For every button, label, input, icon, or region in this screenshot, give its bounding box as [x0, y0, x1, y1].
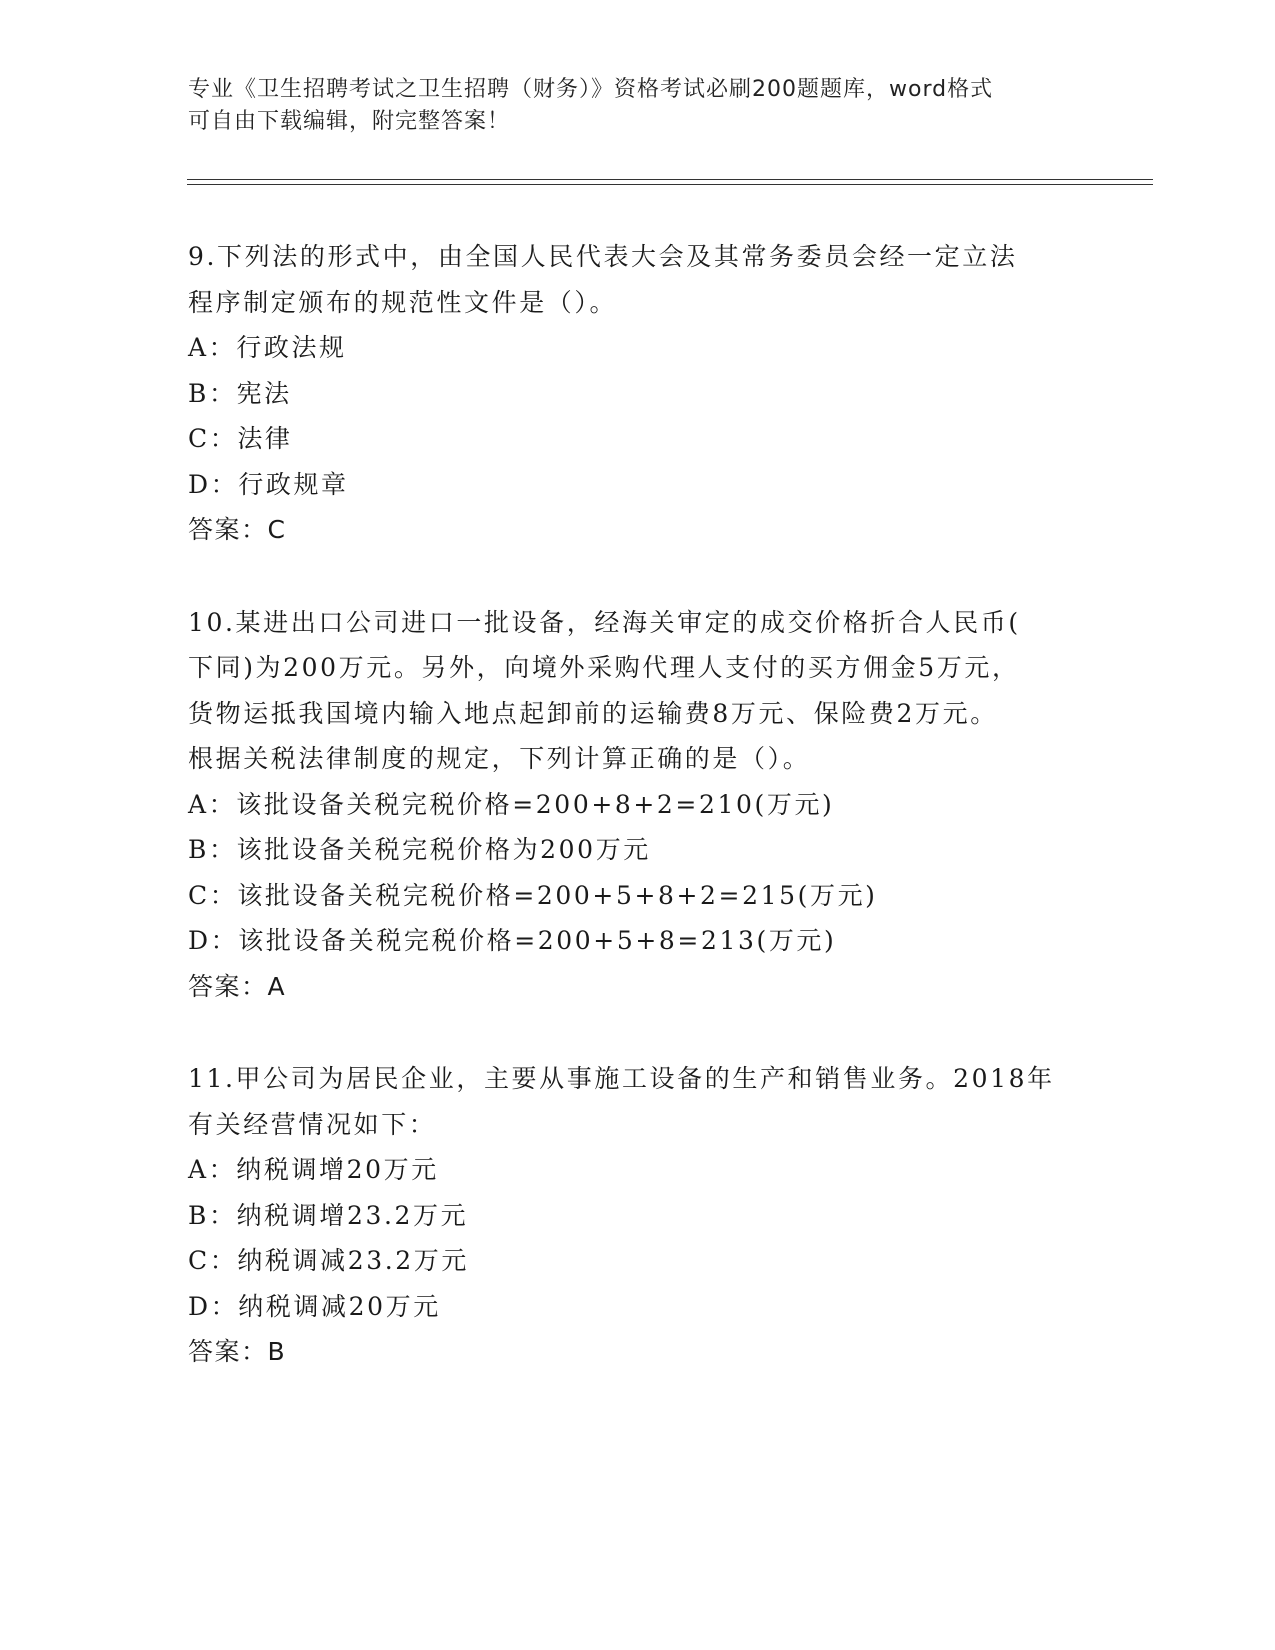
stem-line: 下同)为200万元。另外，向境外采购代理人支付的买方佣金5万元，	[188, 653, 1020, 682]
answer-key: 答案：B	[188, 1337, 287, 1366]
question-list	[188, 234, 1088, 1422]
question-stem	[188, 234, 1088, 325]
header-divider-top	[187, 179, 1153, 180]
option-a: A：纳税调增20万元	[188, 1155, 439, 1184]
option-b: B：宪法	[188, 378, 292, 408]
option-c: C：纳税调减23.2万元	[188, 1246, 469, 1275]
option-c: C：法律	[188, 424, 293, 453]
stem-line: 货物运抵我国境内输入地点起卸前的运输费8万元、保险费2万元。	[188, 698, 998, 728]
stem-line: 有关经营情况如下：	[188, 1109, 437, 1139]
option-list	[188, 782, 1088, 964]
option-list	[188, 325, 1088, 507]
answer-key: 答案：C	[188, 515, 287, 544]
question-9	[188, 234, 1088, 553]
question-stem	[188, 1056, 1088, 1147]
option-d: D：行政规章	[188, 469, 349, 499]
option-d: D：纳税调减20万元	[188, 1291, 441, 1321]
header-line-1: 专业《卫生招聘考试之卫生招聘（财务）》资格考试必刷200题题库，word格式	[188, 77, 994, 102]
option-a: A：该批设备关税完税价格=200+8+2=210(万元)	[188, 789, 835, 819]
header-line-2: 可自由下载编辑，附完整答案！	[188, 109, 511, 134]
document-header	[188, 74, 1088, 138]
stem-line: 根据关税法律制度的规定，下列计算正确的是（）。	[188, 744, 811, 773]
question-11	[188, 1056, 1088, 1375]
option-a: A：行政法规	[188, 333, 347, 362]
option-b: B：该批设备关税完税价格为200万元	[188, 835, 651, 864]
option-list	[188, 1147, 1088, 1329]
stem-line: 10.某进出口公司进口一批设备，经海关审定的成交价格折合人民币(	[188, 607, 1021, 637]
stem-line: 9.下列法的形式中，由全国人民代表大会及其常务委员会经一定立法	[188, 242, 1018, 271]
stem-line: 程序制定颁布的规范性文件是（）。	[188, 287, 618, 317]
stem-line: 11.甲公司为居民企业，主要从事施工设备的生产和销售业务。2018年	[188, 1064, 1055, 1093]
option-b: B：纳税调增23.2万元	[188, 1200, 469, 1230]
question-10	[188, 600, 1088, 1010]
option-c: C：该批设备关税完税价格=200+5+8+2=215(万元)	[188, 880, 878, 910]
header-divider-bottom	[187, 184, 1153, 185]
question-stem	[188, 600, 1088, 782]
answer-key: 答案：A	[188, 971, 287, 1001]
option-d: D：该批设备关税完税价格=200+5+8=213(万元)	[188, 926, 837, 955]
